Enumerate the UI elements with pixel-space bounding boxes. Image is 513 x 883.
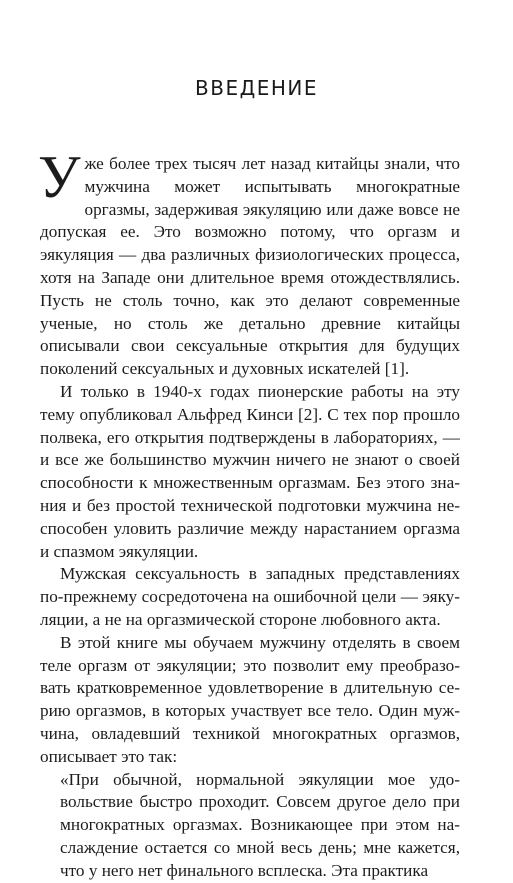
chapter-title: ВВЕДЕНИЕ: [195, 76, 318, 100]
paragraph-1-text: же более трех тысяч лет назад китайцы знали, что мужчина может испытывать многократные оргазмы, задерживая эякуляцию или даже вовсе не допуская ее. Это возможно потому, что оргазм и эякуляция — два различных физиологических процесса, хотя на Западе они длительное время отождествлялись. Пусть не столь точно, как это делают современные ученые, но столь же детально древние китайцы описывали свои сексуальные открытия для будущих поколений сексуальных и духовных искателей [1].: [40, 154, 460, 379]
paragraph-3: Мужская сексуальность в западных представлениях по-прежнему сосредоточена на ошибочной цели — эякуляции, а не на оргазмической стороне любовного акта.: [40, 564, 460, 629]
paragraph-1: [38, 144, 460, 381]
body-text: [38, 144, 460, 883]
paragraph-4: В этой книге мы обучаем мужчину отделять в своем теле оргазм от эякуляции; это позволит ему преобразовать кратковременное удовлетворение в длительную серию оргазмов, в которых участвует все тело. Один мужчина, овладевший техникой многократных оргазмов, описывает это так:: [40, 632, 460, 766]
drop-cap: У: [38, 144, 81, 210]
paragraph-2: И только в 1940-х годах пионерские работы на эту тему опубликовал Альфред Кинси [2]. С тех пор прошло полвека, его открытия подтверждены в лабораториях, — и все же большинство мужчин ничего не знают о своей способности к множественным оргазмам. Без этого знания и без простой технической подготовки мужчина неспособен уловить различие между нарастанием оргазма и спазмом эякуляции.: [40, 381, 460, 561]
quote-paragraph: «При обычной, нормальной эякуляции мое удовольствие быстро проходит. Совсем другое дело при многократных оргазмах. Возникающее при этом наслаждение остается со мной весь день; мне кажется, что у него нет финального всплеска. Эта практика: [60, 769, 460, 880]
